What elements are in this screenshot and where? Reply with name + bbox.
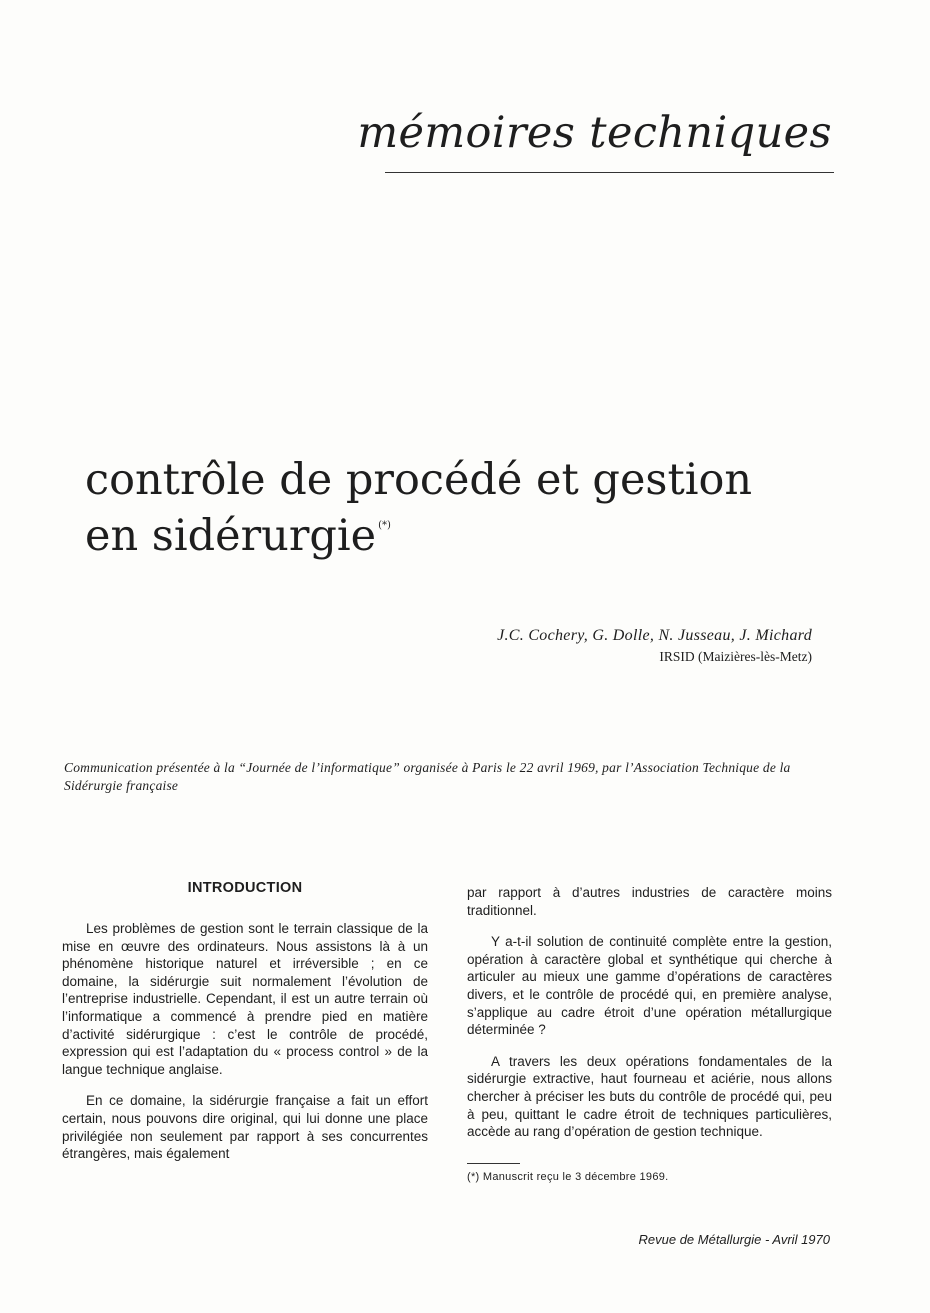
communication-note: Communication présentée à la “Journée de l’informatique” organisée à Paris le 22 avril 1969, par l’Association Technique de la Sidérurgie française (64, 760, 791, 793)
section-header-rule (385, 172, 834, 173)
affiliation: IRSID (Maizières-lès-Metz) (659, 649, 812, 664)
paragraph: En ce domaine, la sidérurgie française a fait un effort certain, nous pouvons dire original, qui lui donne une place privilégiée non seulement par rapport à ses concurrentes étrangères, mais également (62, 1093, 428, 1162)
paragraph: Y a-t-il solution de continuité complète entre la gestion, opération à caractère global et synthétique qui cherche à articuler au mieux une gamme d’opérations de caractères divers, et le contrôle de procédé qui, en première analyse, s’applique au cadre étroit d’une opération métallurgique déterminée ? (467, 934, 832, 1038)
title-line-1: contrôle de procédé et gestion (85, 455, 753, 505)
article-title (85, 452, 752, 576)
title-line-2 (85, 508, 752, 576)
intro-heading: INTRODUCTION (187, 880, 303, 896)
title-line-2-text: en sidérurgie (85, 511, 377, 561)
paragraph: A travers les deux opérations fondamentales de la sidérurgie extractive, haut fourneau et aciérie, nous allons chercher à préciser les buts du contrôle de procédé qui, peu à peu, quittant le cadre étroit de techniques particulières, accède au rang d’opération de gestion technique. (467, 1053, 832, 1140)
footnote: (*) Manuscrit reçu le 3 décembre 1969. (467, 1171, 669, 1183)
right-column (467, 884, 832, 1155)
paragraph: par rapport à d’autres industries de caractère moins traditionnel. (467, 885, 832, 918)
section-header: mémoires techniques (357, 108, 832, 158)
left-column (62, 920, 428, 1177)
footnote-rule (467, 1163, 520, 1164)
journal-footer: Revue de Métallurgie - Avril 1970 (638, 1232, 830, 1247)
authors: J.C. Cochery, G. Dolle, N. Jusseau, J. Michard (497, 627, 812, 644)
title-footnote-marker: (*) (378, 520, 391, 531)
paragraph: Les problèmes de gestion sont le terrain classique de la mise en œuvre des ordinateurs. Nous assistons là à un phénomène historique naturel et irréversible ; en ce domaine, la sidérurgie suit normalement l’évolution de l’entreprise industrielle. Cependant, il est un autre terrain où l’informatique a commencé à prendre pied en matière d’activité sidérurgique : c’est le contrôle de procédé, expression qui est l’adaptation du « process control » de la langue technique anglaise. (62, 921, 428, 1077)
